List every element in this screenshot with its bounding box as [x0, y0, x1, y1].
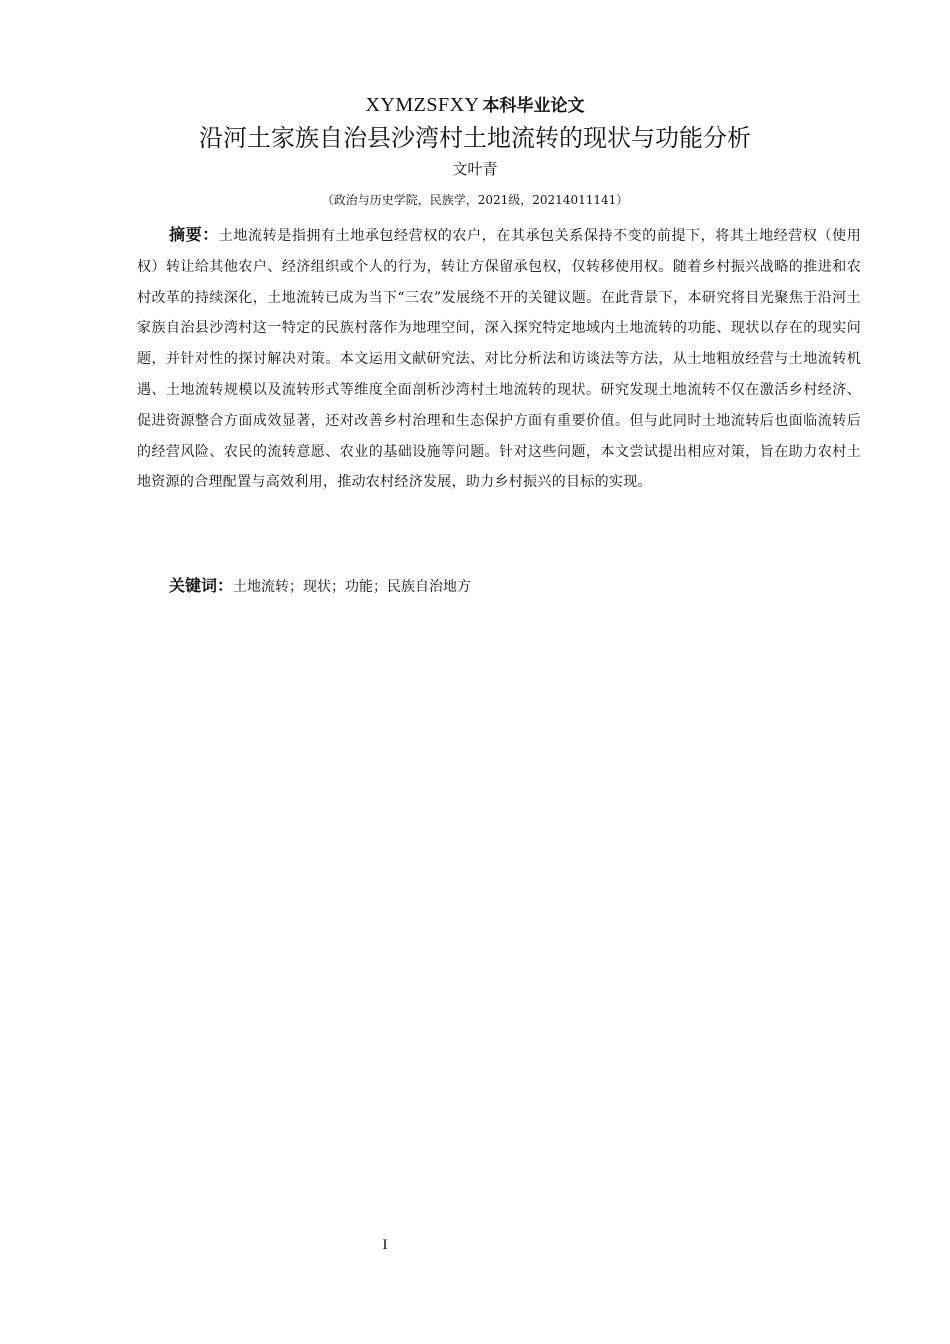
thesis-header [0, 93, 950, 118]
school-code: XYMZSFXY [365, 94, 480, 116]
keywords-line [137, 572, 861, 601]
thesis-type: 本科毕业论文 [482, 96, 585, 116]
thesis-title: 沿河土家族自治县沙湾村土地流转的现状与功能分析 [199, 124, 751, 152]
keywords-label: 关键词： [169, 576, 234, 595]
author-affiliation: （政治与历史学院，民族学，2021级，20214011141） [321, 193, 629, 207]
author-name: 文叶青 [452, 160, 498, 178]
abstract-text: 土地流转是指拥有土地承包经营权的农户，在其承包关系保持不变的前提下，将其土地经营权（使用权）转让给其他农户、经济组织或个人的行为，转让方保留承包权，仅转移使用权。随着乡村振兴战略的推进和农村改革的持续深化，土地流转已成为当下“三农”发展绕不开的关键议题。在此背景下，本研究将目光聚焦于沿河土家族自治县沙湾村这一特定的民族村落作为地理空间，深入探究特定地域内土地流转的功能、现状以存在的现实问题，并针对性的探讨解决对策。本文运用文献研究法、对比分析法和访谈法等方法，从土地粗放经营与土地流转机遇、土地流转规模以及流转形式等维度全面剖析沙湾村土地流转的现状。研究发现土地流转不仅在激活乡村经济、促进资源整合方面成效显著，还对改善乡村治理和生态保护方面有重要价值。但与此同时土地流转后也面临流转后的经营风险、农民的流转意愿、农业的基础设施等问题。针对这些问题，本文尝试提出相应对策，旨在助力农村土地资源的合理配置与高效利用，推动农村经济发展，助力乡村振兴的目标的实现。 [137, 228, 861, 491]
abstract-paragraph [137, 220, 861, 498]
abstract-label: 摘要： [169, 225, 219, 244]
keywords-text: 土地流转；现状；功能；民族自治地方 [233, 579, 472, 595]
page-number: I [382, 1237, 388, 1253]
